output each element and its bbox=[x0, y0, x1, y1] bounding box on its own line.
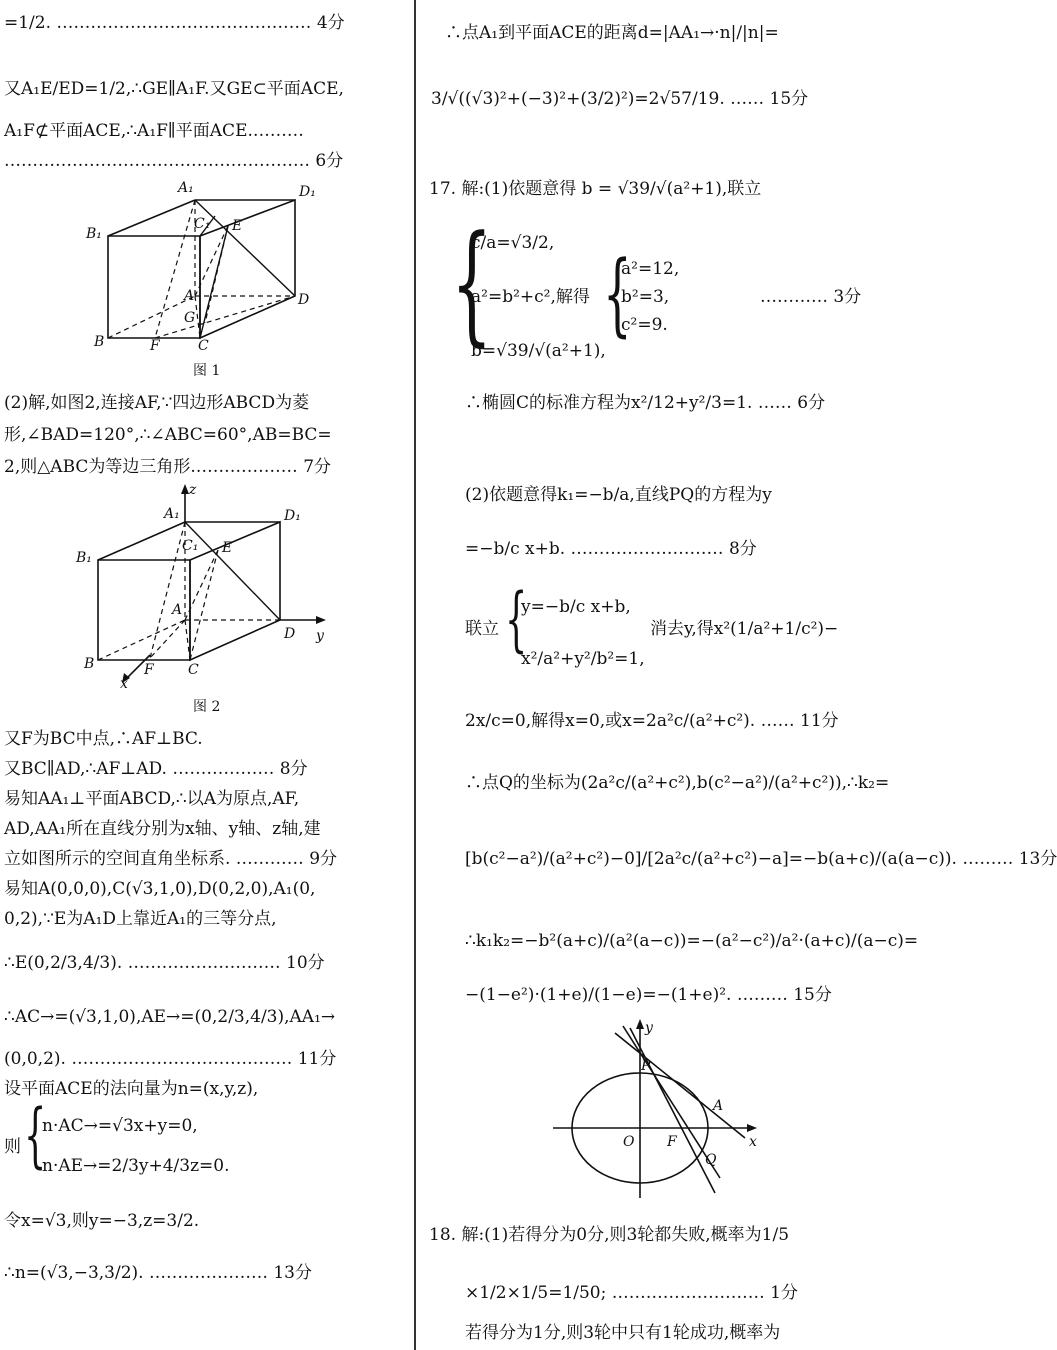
fig1-label-C1: C₁ bbox=[194, 216, 211, 232]
line-q17-start: 17. 解:(1)依题意得 b = √39/√(a²+1),联立 bbox=[429, 179, 762, 199]
fig3-label-P: P bbox=[641, 1058, 651, 1074]
line-ge-parallel: 又A₁E/ED=1/2,∴GE∥A₁F.又GE⊂平面ACE, bbox=[4, 79, 344, 99]
fig2-label-E: E bbox=[222, 540, 233, 556]
line-combine-label: 联立 bbox=[465, 619, 499, 639]
fig2-label-A1: A₁ bbox=[164, 506, 180, 522]
figure-2-caption: 图 2 bbox=[193, 699, 221, 715]
figure-3-ellipse bbox=[545, 1018, 775, 1208]
fig2-label-D: D bbox=[284, 626, 296, 642]
line-q18-prob0: ×1/2×1/5=1/50; ……………………… 1分 bbox=[465, 1283, 798, 1303]
line-q18-prob1: 若得分为1分,则3轮中只有1轮成功,概率为 bbox=[465, 1323, 781, 1343]
fig2-label-C: C bbox=[188, 662, 199, 678]
fig3-label-O: O bbox=[623, 1134, 635, 1150]
line-q17-eq2: a²=b²+c²,解得 bbox=[471, 287, 590, 307]
fig1-label-C: C bbox=[198, 338, 209, 354]
line-system-eq2: n·AE→=2/3y+4/3z=0. bbox=[42, 1156, 230, 1176]
line-let-x: 令x=√3,则y=−3,z=3/2. bbox=[4, 1211, 200, 1231]
fig1-label-E: E bbox=[232, 218, 243, 234]
figure-2-cuboid-axes bbox=[70, 480, 340, 690]
fig1-label-B1: B₁ bbox=[86, 226, 102, 242]
fig1-label-G: G bbox=[184, 310, 196, 326]
line-q17-score3: ………… 3分 bbox=[760, 287, 862, 307]
line-q17-eq1: c/a=√3/2, bbox=[471, 233, 555, 253]
line-k1: (2)依题意得k₁=−b/a,直线PQ的方程为y bbox=[465, 485, 772, 505]
fig2-label-F: F bbox=[144, 662, 154, 678]
line-points: 易知A(0,0,0),C(√3,1,0),D(0,2,0),A₁(0, bbox=[4, 879, 316, 899]
fig2-label-z: z bbox=[189, 482, 197, 498]
fig2-label-x: x bbox=[120, 676, 128, 692]
line-coord-system: 立如图所示的空间直角坐标系. ………… 9分 bbox=[4, 849, 338, 869]
fig3-label-y: y bbox=[645, 1020, 653, 1036]
fig2-label-C1: C₁ bbox=[182, 538, 199, 554]
fig2-label-D1: D₁ bbox=[284, 508, 301, 524]
fig3-label-F: F bbox=[667, 1134, 677, 1150]
line-pq: =−b/c x+b. ……………………… 8分 bbox=[465, 539, 757, 559]
line-system-label: 则 bbox=[4, 1137, 21, 1157]
fig3-label-x: x bbox=[749, 1134, 757, 1150]
line-distance-value: 3/√((√3)²+(−3)²+(3/2)²)=2√57/19. …… 15分 bbox=[431, 89, 809, 109]
line-combine-eq2: x²/a²+y²/b²=1, bbox=[521, 649, 645, 669]
fig1-label-D: D bbox=[298, 292, 310, 308]
line-a1f-parallel: A₁F⊄平面ACE,∴A₁F∥平面ACE.……… bbox=[4, 121, 304, 141]
fig3-label-A: A bbox=[713, 1098, 724, 1114]
line-eliminate-y: 消去y,得x²(1/a²+1/c²)− bbox=[650, 619, 839, 639]
line-k1k2-result: −(1−e²)·(1+e)/(1−e)=−(1+e)². ……… 15分 bbox=[465, 985, 832, 1005]
fig2-label-B: B bbox=[84, 656, 95, 672]
line-q-coords: ∴点Q的坐标为(2a²c/(a²+c²),b(c²−a²)/(a²+c²)),∴k₂= bbox=[465, 773, 890, 793]
fig1-label-A1: A₁ bbox=[178, 180, 194, 196]
line-e-coords: ∴E(0,2/3,4/3). ……………………… 10分 bbox=[4, 953, 325, 973]
figure-1-caption: 图 1 bbox=[193, 363, 221, 379]
line-score-6: ……………………………………………… 6分 bbox=[4, 151, 344, 171]
column-divider bbox=[414, 0, 416, 1350]
line-q17-c2: c²=9. bbox=[621, 315, 668, 335]
fig3-label-Q: Q bbox=[705, 1152, 717, 1168]
line-q17-a2: a²=12, bbox=[621, 259, 680, 279]
line-k1k2: ∴k₁k₂=−b²(a+c)/(a²(a−c))=−(a²−c²)/a²·(a+c)/(a−c)= bbox=[465, 931, 919, 951]
fig1-label-D1: D₁ bbox=[299, 184, 316, 200]
line-q17-eq3: b=√39/√(a²+1), bbox=[471, 341, 606, 361]
line-n-result: ∴n=(√3,−3,3/2). ………………… 13分 bbox=[4, 1263, 312, 1283]
line-normal-vector: 设平面ACE的法向量为n=(x,y,z), bbox=[4, 1079, 259, 1099]
system-brace-result: { bbox=[603, 242, 632, 347]
line-score-4: =1/2. ……………………………………… 4分 bbox=[4, 13, 345, 33]
line-ellipse-eq: ∴椭圆C的标准方程为x²/12+y²/3=1. …… 6分 bbox=[465, 393, 826, 413]
line-e-trisect: 0,2),∵E为A₁D上靠近A₁的三等分点, bbox=[4, 909, 277, 929]
line-aa1-vector: (0,0,2). ………………………………… 11分 bbox=[4, 1049, 337, 1069]
fig1-label-B: B bbox=[94, 334, 105, 350]
line-system-eq1: n·AC→=√3x+y=0, bbox=[42, 1116, 198, 1136]
line-combine-eq1: y=−b/c x+b, bbox=[521, 597, 631, 617]
line-q17-b2: b²=3, bbox=[621, 287, 670, 307]
line-q18-start: 18. 解:(1)若得分为0分,则3轮都失败,概率为1/5 bbox=[429, 1225, 790, 1245]
fig1-label-A: A bbox=[184, 288, 195, 304]
line-af-perp-bc: 又F为BC中点,∴AF⊥BC. bbox=[4, 729, 203, 749]
fig2-label-y: y bbox=[316, 628, 324, 644]
fig2-label-A: A bbox=[172, 602, 183, 618]
fig2-label-B1: B₁ bbox=[76, 550, 92, 566]
line-part2-b: 形,∠BAD=120°,∴∠ABC=60°,AB=BC= bbox=[4, 425, 332, 445]
line-k2: [b(c²−a²)/(a²+c²)−0]/[2a²c/(a²+c²)−a]=−b(a+c)/(a(a−c)). ……… 13分 bbox=[465, 849, 1057, 869]
line-solve-x: 2x/c=0,解得x=0,或x=2a²c/(a²+c²). …… 11分 bbox=[465, 711, 839, 731]
line-distance: ∴点A₁到平面ACE的距离d=|AA₁→·n|/|n|= bbox=[445, 23, 779, 43]
line-af-perp-ad: 又BC∥AD,∴AF⊥AD. ……………… 8分 bbox=[4, 759, 308, 779]
system-brace-combine: { bbox=[505, 578, 528, 660]
figure-1-cuboid bbox=[80, 178, 330, 353]
system-brace-q17: { bbox=[451, 207, 493, 359]
line-part2-a: (2)解,如图2,连接AF,∵四边形ABCD为菱 bbox=[4, 393, 310, 413]
line-aa1-perp: 易知AA₁⊥平面ABCD,∴以A为原点,AF, bbox=[4, 789, 300, 809]
line-vectors: ∴AC→=(√3,1,0),AE→=(0,2/3,4/3),AA₁→ bbox=[4, 1007, 336, 1027]
line-part2-c: 2,则△ABC为等边三角形.……………… 7分 bbox=[4, 457, 332, 477]
fig1-label-F: F bbox=[150, 338, 160, 354]
line-axes: AD,AA₁所在直线分别为x轴、y轴、z轴,建 bbox=[4, 819, 321, 839]
system-brace-left: { bbox=[24, 1094, 47, 1176]
